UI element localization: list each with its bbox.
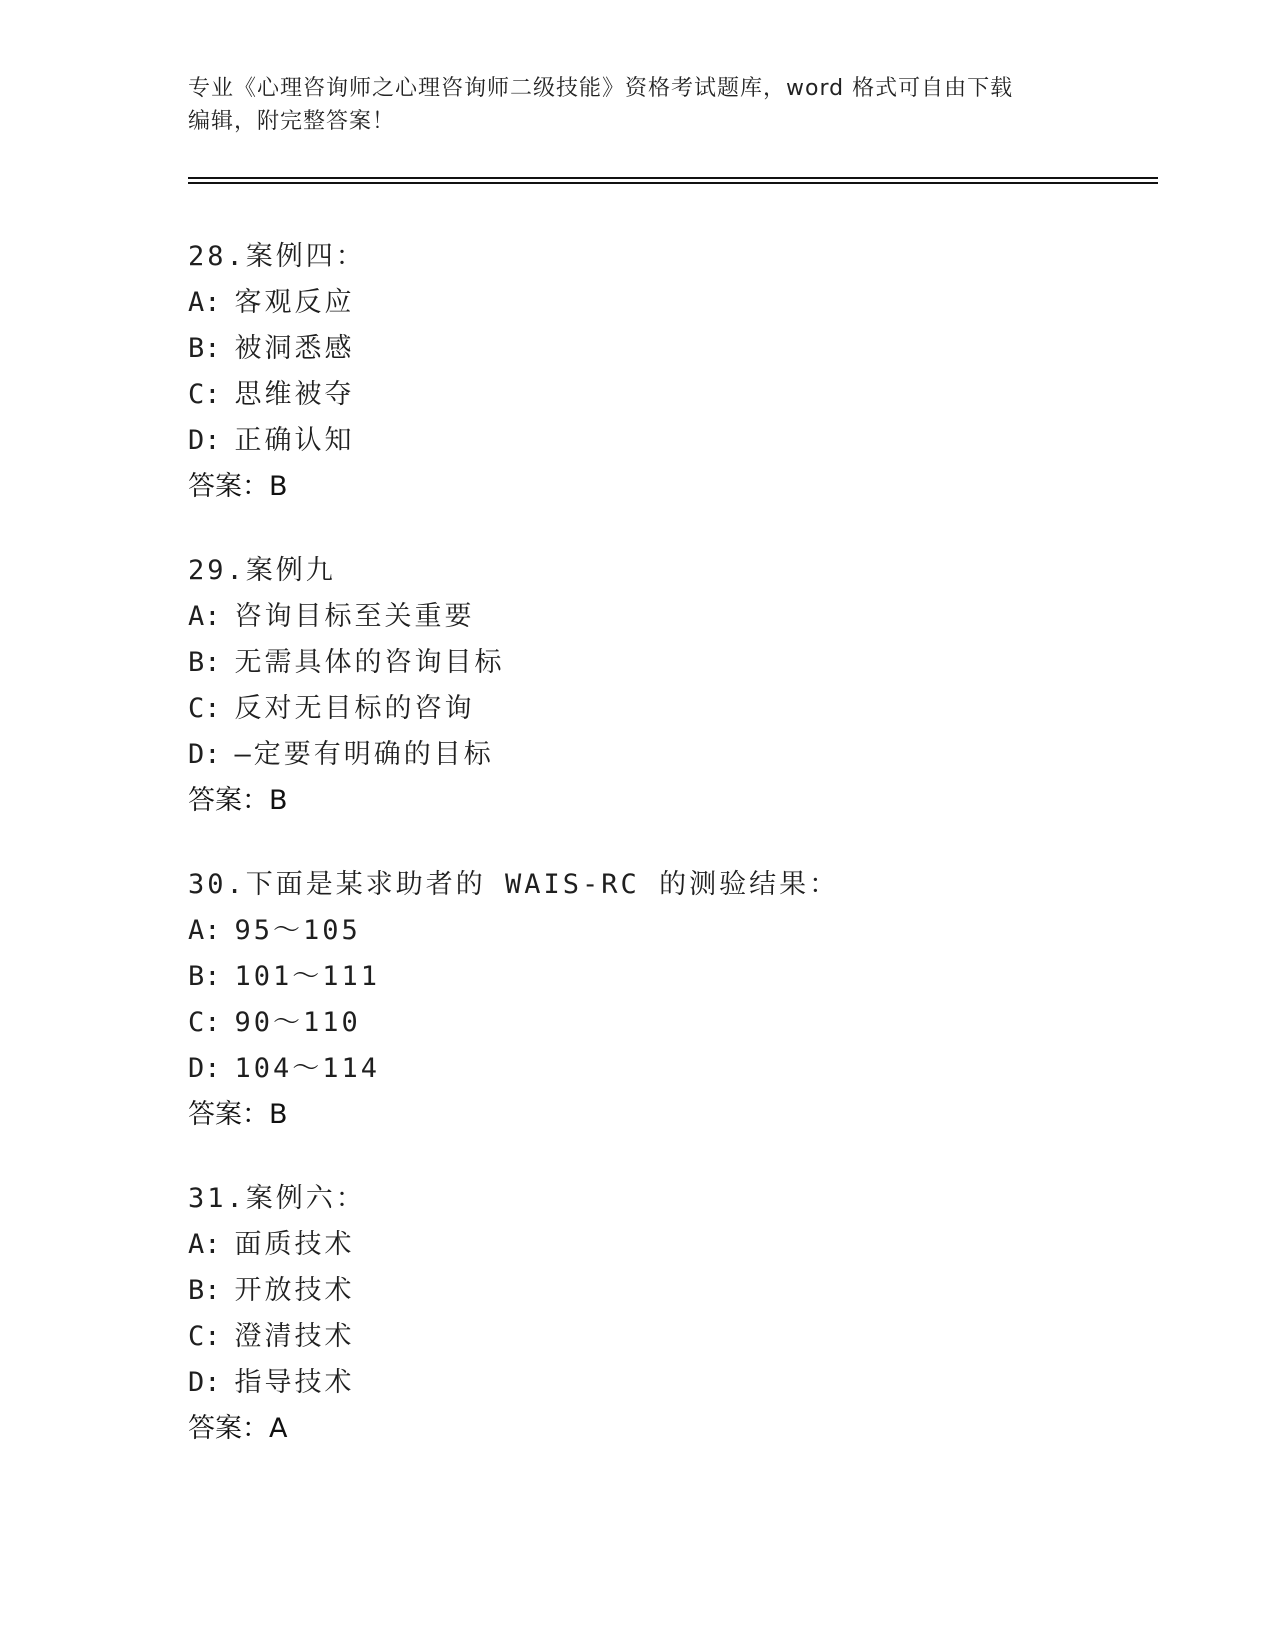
answer-label: 答案：B bbox=[188, 471, 288, 502]
option-c bbox=[188, 1000, 1148, 1046]
option-text: 95～105 bbox=[234, 915, 361, 946]
option-text: —定要有明确的目标 bbox=[234, 739, 494, 770]
question-30 bbox=[188, 862, 1148, 1138]
option-text: 面质技术 bbox=[234, 1229, 355, 1260]
option-a bbox=[188, 594, 1148, 640]
option-letter: D: bbox=[188, 1053, 221, 1084]
option-letter: D: bbox=[188, 1367, 221, 1398]
option-letter: A: bbox=[188, 287, 221, 318]
option-c bbox=[188, 1314, 1148, 1360]
question-list bbox=[188, 234, 1148, 1490]
option-text: 澄清技术 bbox=[234, 1321, 355, 1352]
option-text: 正确认知 bbox=[234, 425, 355, 456]
header-divider-top bbox=[188, 177, 1158, 179]
option-text: 咨询目标至关重要 bbox=[234, 601, 475, 632]
option-text: 104～114 bbox=[234, 1053, 381, 1084]
option-text: 被洞悉感 bbox=[234, 333, 355, 364]
question-stem: 29.案例九 bbox=[188, 555, 336, 586]
option-letter: C: bbox=[188, 379, 221, 410]
option-d bbox=[188, 732, 1148, 778]
option-letter: B: bbox=[188, 1275, 221, 1306]
option-letter: B: bbox=[188, 333, 221, 364]
question-stem: 28.案例四： bbox=[188, 241, 366, 272]
option-a bbox=[188, 908, 1148, 954]
option-letter: A: bbox=[188, 601, 221, 632]
header-divider-bottom bbox=[188, 182, 1158, 184]
option-letter: B: bbox=[188, 647, 221, 678]
answer-label: 答案：B bbox=[188, 1099, 288, 1130]
option-letter: C: bbox=[188, 1007, 221, 1038]
option-text: 思维被夺 bbox=[234, 379, 355, 410]
option-letter: D: bbox=[188, 739, 221, 770]
option-d bbox=[188, 418, 1148, 464]
option-letter: B: bbox=[188, 961, 221, 992]
option-letter: C: bbox=[188, 1321, 221, 1352]
option-a bbox=[188, 280, 1148, 326]
option-b bbox=[188, 1268, 1148, 1314]
option-text: 反对无目标的咨询 bbox=[234, 693, 475, 724]
option-c bbox=[188, 372, 1148, 418]
option-b bbox=[188, 640, 1148, 686]
question-31 bbox=[188, 1176, 1148, 1452]
option-text: 开放技术 bbox=[234, 1275, 355, 1306]
answer-label: 答案：A bbox=[188, 1413, 288, 1444]
option-d bbox=[188, 1046, 1148, 1092]
option-d bbox=[188, 1360, 1148, 1406]
option-b bbox=[188, 954, 1148, 1000]
option-a bbox=[188, 1222, 1148, 1268]
option-text: 90～110 bbox=[234, 1007, 361, 1038]
question-stem: 31.案例六： bbox=[188, 1183, 366, 1214]
option-text: 无需具体的咨询目标 bbox=[234, 647, 505, 678]
header-line-1: 专业《心理咨询师之心理咨询师二级技能》资格考试题库，word 格式可自由下载 bbox=[188, 76, 1014, 101]
option-text: 客观反应 bbox=[234, 287, 355, 318]
option-text: 指导技术 bbox=[234, 1367, 355, 1398]
option-letter: C: bbox=[188, 693, 221, 724]
question-28 bbox=[188, 234, 1148, 510]
option-letter: D: bbox=[188, 425, 221, 456]
option-b bbox=[188, 326, 1148, 372]
option-text: 101～111 bbox=[234, 961, 381, 992]
option-letter: A: bbox=[188, 915, 221, 946]
question-stem: 30.下面是某求助者的 WAIS-RC 的测验结果： bbox=[188, 869, 840, 900]
answer-label: 答案：B bbox=[188, 785, 288, 816]
option-letter: A: bbox=[188, 1229, 221, 1260]
question-29 bbox=[188, 548, 1148, 824]
option-c bbox=[188, 686, 1148, 732]
header-line-2: 编辑，附完整答案！ bbox=[188, 109, 396, 134]
document-header bbox=[188, 72, 1068, 138]
